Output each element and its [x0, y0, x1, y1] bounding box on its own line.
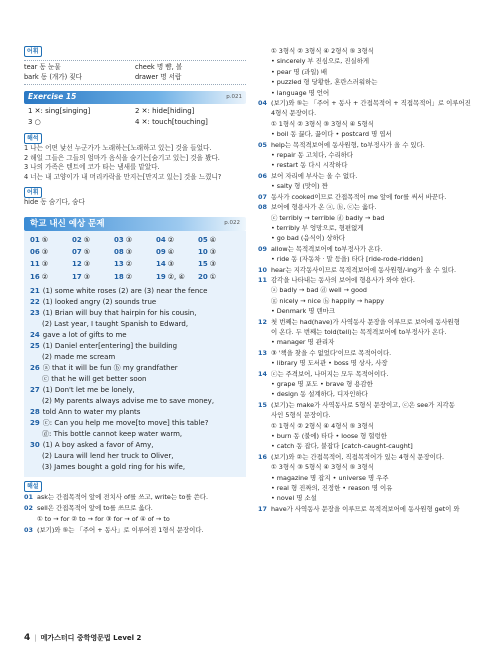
explain-line — [258, 483, 480, 493]
exam-answer-cell — [156, 259, 198, 269]
explain-text: • language 명 언어 — [271, 88, 330, 97]
explain-line — [258, 504, 480, 514]
answer-choice: ④ — [209, 236, 217, 245]
question-number: 02 — [24, 503, 33, 512]
exam-answer-cell — [72, 272, 114, 282]
question-number: 28 — [30, 407, 40, 416]
explain-text: • repair 동 고치다, 수리하다 — [271, 151, 354, 160]
question-number: 17 — [258, 504, 267, 513]
explain-text: • terribly 부 엉망으로, 형편없게 — [271, 223, 364, 232]
answer-text: ⓒ: Can you help me move[to move] this table? — [42, 418, 209, 427]
question-number: 18 — [114, 272, 124, 281]
explain-line — [258, 223, 480, 233]
exam-line — [30, 429, 240, 440]
exam-line — [30, 308, 240, 319]
explain-tag: 해설 — [24, 481, 42, 492]
question-number: 11 — [258, 275, 267, 284]
explain-text: 동사가 cooked이므로 간접목적어 me 앞에 for를 써서 바꾼다. — [271, 192, 447, 201]
exam-answer-cell — [114, 235, 156, 245]
exam-answer-cell — [156, 272, 198, 282]
explain-text: • salty 형 (맛이) 짠 — [271, 182, 328, 191]
question-number: 24 — [30, 330, 40, 339]
exam-answer-cell — [156, 235, 198, 245]
question-number: 27 — [30, 385, 40, 394]
exam-line — [30, 330, 240, 341]
explain-line — [258, 369, 480, 379]
question-number: 14 — [156, 260, 166, 269]
exam-answer-cell — [198, 272, 240, 282]
vocab-item: drawer 명 서랍 — [135, 72, 182, 81]
footer-separator: | — [34, 634, 37, 643]
explain-text: • boil 동 끓다, 끓이다 • postcard 명 엽서 — [271, 130, 392, 139]
answer-text: (2) Laura will lend her truck to Oliver, — [42, 451, 174, 460]
exercise-header — [24, 91, 246, 104]
answer-choice: ② — [125, 272, 133, 281]
question-number: 12 — [258, 317, 267, 326]
answer-text: (2) made me scream — [42, 352, 116, 361]
explain-line — [258, 410, 480, 420]
explain-text: 4형식 문장이다. — [271, 109, 317, 118]
explain-line — [258, 389, 480, 399]
answer-choice: ② — [167, 236, 175, 245]
question-number: 03 — [114, 236, 124, 245]
exam-line — [30, 319, 240, 330]
explain-text: 보어 자리에 부사는 올 수 없다. — [271, 171, 358, 180]
answer-choice: ③ — [209, 260, 217, 269]
explain-line — [258, 77, 480, 87]
exam-line — [30, 385, 240, 396]
answer-choice: ③ — [209, 248, 217, 257]
explain-text: • go bad (음식이) 상하다 — [271, 234, 345, 243]
question-number: 15 — [258, 400, 267, 409]
explain-line — [258, 254, 480, 264]
answer-text: (2) Last year, I taught Spanish to Edward, — [42, 319, 189, 328]
vocab-item: cheek 명 뺨, 볼 — [135, 63, 183, 71]
exam-header — [24, 217, 246, 231]
answer-choice: ③ — [83, 272, 91, 281]
left-column — [24, 46, 246, 536]
explain-line — [258, 129, 480, 139]
exam-answer-cell — [114, 259, 156, 269]
answer-text: ⓐ that it will be fun ⓑ my grandfather — [42, 363, 178, 372]
explain-line — [258, 265, 480, 275]
question-number: 05 — [258, 140, 267, 149]
explain-line: 4 너는 내 고양이가 내 머리카락을 만지는[만지고 있는] 것을 느꼈니? — [24, 173, 222, 182]
question-number: 09 — [258, 244, 267, 253]
answer-text: gave a lot of gifts to me — [42, 330, 127, 339]
explain-line: 2 해일 그들은 그들의 엄마가 음식을 숨기는[숨기고 있는] 것을 봤다. — [24, 153, 220, 162]
answer-text: (1) some white roses (2) are (3) near the fence — [42, 286, 208, 295]
exam-line — [30, 297, 240, 308]
explain-text: ① 3형식 ③ 5형식 ④ 3형식 ⑤ 3형식 — [271, 463, 374, 472]
explain-line — [258, 88, 480, 98]
question-number: 25 — [30, 341, 40, 350]
explain-line — [258, 150, 480, 160]
explain-text: allow는 목적격보어에 to부정사가 온다. — [271, 244, 383, 253]
explain-line — [258, 306, 480, 316]
explain-line — [258, 56, 480, 66]
explain-line — [258, 119, 480, 129]
exercise-answer: 1 ✕: sing[singing] — [28, 107, 91, 116]
answer-text: (1) Daniel enter[entering] the building — [42, 341, 178, 350]
explain-text: • real 형 진짜의, 진정한 • reason 명 이유 — [271, 484, 393, 493]
explain-line — [258, 171, 480, 181]
explain-text: 감각을 나타내는 동사의 보어에 형용사가 와야 한다. — [271, 275, 415, 284]
exercise-page-ref: p.021 — [226, 93, 242, 100]
explain-line — [24, 514, 246, 525]
exam-answer-cell — [114, 272, 156, 282]
explain-line — [258, 337, 480, 347]
question-number: 08 — [114, 248, 124, 257]
question-number: 26 — [30, 363, 40, 372]
question-number: 29 — [30, 418, 40, 427]
explain-line — [258, 285, 480, 295]
exam-line — [30, 374, 240, 385]
answer-text: (1) Brian will buy that hairpin for his cousin, — [42, 308, 197, 317]
explain-line — [258, 233, 480, 243]
explain-line — [258, 358, 480, 368]
explain-text: • catch 동 잡다, 붙잡다 [catch-caught-caught] — [271, 442, 413, 451]
question-number: 22 — [30, 297, 40, 306]
question-number: 01 — [24, 492, 33, 501]
question-number: 01 — [30, 236, 40, 245]
explain-line — [258, 327, 480, 337]
explain-line: 1 나는 어떤 낯선 누군가가 노래하는[노래하고 있는] 것을 들었다. — [24, 144, 212, 153]
explain-text: • sincerely 부 진심으로, 진실하게 — [271, 57, 370, 66]
explain-text: 보어에 형용사가 온 ⓐ, ⓑ, ⓒ는 옳다. — [271, 203, 377, 212]
question-number: 12 — [72, 260, 82, 269]
book-title: 메가스터디 중학영문법 Level 2 — [40, 634, 142, 643]
answer-choice: ③ — [83, 260, 91, 269]
right-column — [258, 46, 480, 514]
explain-text: ⓒ terribly → terrible ⓓ badly → bad — [271, 213, 385, 222]
exam-answer-cell — [72, 247, 114, 257]
explain-line — [24, 525, 246, 536]
explain-line — [258, 317, 480, 327]
exam-answer-cell — [156, 247, 198, 257]
exercise-answers — [24, 104, 246, 129]
vocab-row — [24, 73, 246, 83]
explain-line — [258, 452, 480, 462]
exam-title: 학교 내신 예상 문제 — [30, 218, 105, 229]
question-number: 15 — [198, 260, 208, 269]
explain-text: ① 3형식 ② 3형식 ④ 2형식 ⑤ 3형식 — [271, 47, 374, 55]
explain-text: • burn 동 (불에) 타다 • loose 형 헐렁한 — [271, 432, 387, 441]
answer-text: ⓓ: This bottle cannot keep water warm, — [42, 429, 183, 438]
exam-answer-cell — [198, 259, 240, 269]
answer-text: (1) Don't let me be lonely, — [42, 385, 135, 394]
exercise-answer: 3 ○ — [28, 118, 41, 127]
explain-text: ⓒ는 주격보어, 나머지는 모두 목적어이다. — [271, 369, 389, 378]
exam-answer-cell — [30, 247, 72, 257]
answer-text: (3) James bought a gold ring for his wife, — [42, 462, 186, 471]
explain-line — [258, 202, 480, 212]
answer-text: ⓒ that he will get better soon — [42, 374, 147, 383]
explain-text: 첫 번째는 had(have)가 사역동사 문장을 이루므로 보어에 동사원형 — [271, 317, 460, 326]
exam-answer-cell — [72, 235, 114, 245]
explain-line — [258, 98, 480, 108]
vocab-tag: 어휘 — [24, 187, 42, 198]
exam-line — [30, 352, 240, 363]
explain-line — [258, 192, 480, 202]
vocab-item: tear 동 눈물 — [24, 63, 61, 71]
explain-text: hear는 지각동사이므로 목적격보어에 동사원형/-ing가 올 수 있다. — [271, 265, 457, 274]
answer-text: (2) My parents always advise me to save money, — [42, 396, 215, 405]
explain-line — [258, 421, 480, 431]
explain-text: sell은 간접목적어 앞에 to를 쓰므로 옳다. — [37, 503, 153, 512]
explain-text: • Denmark 명 덴마크 — [271, 307, 335, 316]
answer-choice: ③ — [41, 248, 49, 257]
explain-line — [24, 492, 246, 503]
explain-text: ⓖ nicely → nice ⓗ happily → happy — [271, 296, 385, 305]
exercise-answer: 4 ✕: touch[touching] — [135, 118, 208, 127]
explain-tag: 해석 — [24, 133, 42, 144]
question-number: 11 — [30, 260, 40, 269]
answer-text: (1) looked angry (2) sounds true — [42, 297, 157, 306]
page-number: 4 — [24, 633, 31, 643]
explain-line — [258, 441, 480, 451]
explain-text: • library 명 도서관 • boss 명 상사, 사장 — [271, 359, 388, 368]
answer-choice: ⑤ — [83, 236, 91, 245]
explain-line — [258, 400, 480, 410]
explain-line — [258, 140, 480, 150]
question-number: 09 — [156, 248, 166, 257]
question-number: 07 — [258, 192, 267, 201]
explain-text: (보기)는 make가 사역동사로 5형식 문장이고, ⓒ은 see가 지각동 — [271, 400, 455, 409]
exam-answer-cell — [30, 259, 72, 269]
answer-text: (1) A boy asked a favor of Amy, — [42, 440, 154, 449]
exam-line — [30, 341, 240, 352]
exam-line — [30, 451, 240, 462]
question-number: 03 — [24, 525, 33, 534]
exam-answer-grid — [30, 235, 240, 282]
question-number: 05 — [198, 236, 208, 245]
explain-text: help는 목적격보어에 동사원형, to부정사가 올 수 있다. — [271, 140, 425, 149]
exam-answer-cell — [114, 247, 156, 257]
question-number: 10 — [258, 265, 267, 274]
exam-answer-cell — [198, 247, 240, 257]
explain-line — [258, 213, 480, 223]
question-number: 06 — [258, 171, 267, 180]
explain-line: 3 나의 가족은 텐트에 코가 타는 냄새를 맡았다. — [24, 163, 160, 172]
explain-text: 사인 5형식 문장이다. — [271, 411, 331, 420]
answer-choice: ②, ④ — [167, 272, 185, 281]
exam-line — [30, 363, 240, 374]
explain-line — [258, 348, 480, 358]
answer-choice: ② — [41, 272, 49, 281]
explain-line — [258, 473, 480, 483]
explain-line — [258, 181, 480, 191]
explain-line — [258, 46, 480, 56]
vocab-row — [24, 63, 246, 73]
question-number: 02 — [72, 236, 82, 245]
explain-line — [258, 275, 480, 285]
answer-choice: ① — [209, 272, 217, 281]
explain-text: • design 동 설계하다, 디자인하다 — [271, 390, 368, 399]
question-number: 10 — [198, 248, 208, 257]
explain-text: • manager 명 관리자 — [271, 338, 335, 347]
explain-text: • restart 동 다시 시작하다 — [271, 161, 348, 170]
vocab-item: bark 동 (개가) 짖다 — [24, 72, 83, 81]
explain-text: • novel 명 소설 — [271, 494, 317, 503]
page-footer — [24, 632, 141, 645]
exam-line — [30, 462, 240, 473]
question-number: 30 — [30, 440, 40, 449]
explain-text: have가 사역동사 문장을 이루므로 목적격보어에 동사원형 get이 와 — [271, 504, 460, 513]
explain-line — [258, 108, 480, 118]
explain-text: 이 온다. 두 번째는 told(tell)는 목적격보어에 to부정사가 온다. — [271, 327, 447, 336]
exam-answers-box — [24, 231, 246, 477]
explain-line — [258, 244, 480, 254]
question-number: 17 — [72, 272, 82, 281]
exam-answer-cell — [30, 272, 72, 282]
question-number: 19 — [156, 272, 166, 281]
vocab-item: hide 동 숨기다, 숨다 — [24, 197, 85, 206]
question-number: 16 — [30, 272, 40, 281]
explain-line — [258, 160, 480, 170]
answer-choice: ② — [125, 260, 133, 269]
explain-text: ⓐ badly → bad ⓓ well → good — [271, 286, 367, 295]
explain-text: (보기)와 ⑤는 「주어 + 동사 + 간접목적어 + 직접목적어」로 이루어진 — [271, 99, 471, 108]
explain-text: • magazine 명 잡지 • universe 명 우주 — [271, 473, 389, 482]
explain-text: ① to → for ② to → for ③ for → of ④ of → to — [37, 514, 170, 523]
explain-text: • grape 명 포도 • brave 형 용감한 — [271, 380, 373, 388]
answer-choice: ④ — [167, 248, 175, 257]
question-number: 13 — [114, 260, 124, 269]
explain-text: ask는 간접목적어 앞에 전치사 of를 쓰고, write는 to를 쓴다. — [37, 492, 209, 501]
explain-text: ③ '책을 찾을 수 없었다'이므로 목적어이다. — [271, 348, 392, 357]
question-number: 20 — [198, 272, 208, 281]
explain-text: • pear 명 (과일) 배 — [271, 67, 328, 76]
answer-choice: ⑤ — [83, 248, 91, 257]
exercise-explain — [24, 144, 246, 182]
vocab-box — [24, 60, 246, 85]
explain-text: (보기)와 ②는 간접목적어, 직접목적어가 있는 4형식 문장이다. — [271, 452, 445, 461]
question-number: 13 — [258, 348, 267, 357]
exam-page-ref: p.022 — [224, 220, 240, 227]
explain-line — [24, 503, 246, 514]
exam-answer-cell — [198, 235, 240, 245]
explain-text: (보기)와 ⑤는 「주어 + 동사」로 이루어진 1형식 문장이다. — [37, 525, 204, 534]
exam-answer-cell — [30, 235, 72, 245]
question-number: 16 — [258, 452, 267, 461]
explain-line — [258, 379, 480, 389]
left-explanations — [24, 492, 246, 536]
explain-line — [258, 462, 480, 472]
exam-line — [30, 396, 240, 407]
explain-text: • puzzled 형 당황한, 혼란스러워하는 — [271, 78, 378, 87]
explain-text: ① 1형식 ② 2형식 ④ 4형식 ⑤ 3형식 — [271, 421, 374, 430]
question-number: 06 — [30, 248, 40, 257]
answer-choice: ③ — [41, 260, 49, 269]
exercise-answer: 2 ✕: hide[hiding] — [135, 107, 195, 116]
answer-choice: ③ — [167, 260, 175, 269]
exam-line — [30, 440, 240, 451]
question-number: 14 — [258, 369, 267, 378]
answer-choice: ③ — [125, 236, 133, 245]
explain-text: ① 1형식 ② 3형식 ③ 3형식 ④ 5형식 — [271, 119, 374, 128]
answer-choice: ③ — [125, 248, 133, 257]
explain-line — [258, 431, 480, 441]
question-number: 04 — [156, 236, 166, 245]
exam-line — [30, 407, 240, 418]
exam-answer-cell — [72, 259, 114, 269]
question-number: 07 — [72, 248, 82, 257]
explain-line — [258, 67, 480, 77]
question-number: 23 — [30, 308, 40, 317]
explain-line — [258, 296, 480, 306]
exam-line — [30, 286, 240, 297]
answer-choice: ⑤ — [41, 236, 49, 245]
vocab-tag: 어휘 — [24, 46, 42, 57]
explain-text: • ride 동 (자동차 · 말 등을) 타다 [ride-rode-ridden] — [271, 255, 423, 264]
question-number: 21 — [30, 286, 40, 295]
exam-written-answers — [30, 286, 240, 473]
exam-line — [30, 418, 240, 429]
question-number: 08 — [258, 203, 267, 212]
exercise-title: Exercise 15 — [28, 92, 77, 102]
explain-line — [258, 493, 480, 503]
question-number: 04 — [258, 99, 267, 108]
answer-text: told Ann to water my plants — [42, 407, 141, 416]
